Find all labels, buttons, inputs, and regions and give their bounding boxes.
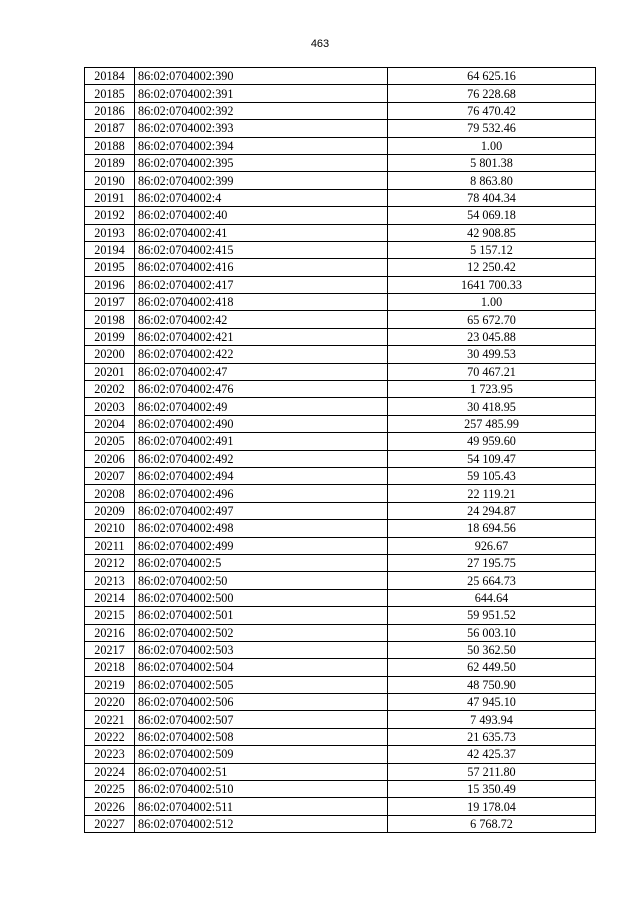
cadastral-value-cell: 6 768.72: [388, 815, 596, 832]
table-row: [85, 120, 596, 137]
cadastral-number-cell: 86:02:0704002:510: [135, 781, 388, 798]
table-row: [85, 311, 596, 328]
cadastral-value-cell: 24 294.87: [388, 502, 596, 519]
cadastral-value-cell: 30 418.95: [388, 398, 596, 415]
cadastral-value-cell: 257 485.99: [388, 415, 596, 432]
cadastral-number-cell: 86:02:0704002:41: [135, 224, 388, 241]
cadastral-number-cell: 86:02:0704002:417: [135, 276, 388, 293]
row-number-cell: 20185: [85, 85, 135, 102]
cadastral-value-cell: 644.64: [388, 589, 596, 606]
table-row: [85, 641, 596, 658]
cadastral-value-cell: 30 499.53: [388, 346, 596, 363]
table-row: [85, 433, 596, 450]
row-number-cell: 20212: [85, 554, 135, 571]
cadastral-number-cell: 86:02:0704002:509: [135, 746, 388, 763]
table-row: [85, 276, 596, 293]
cadastral-value-cell: 7 493.94: [388, 711, 596, 728]
table-row: [85, 694, 596, 711]
cadastral-number-cell: 86:02:0704002:497: [135, 502, 388, 519]
table-row: [85, 137, 596, 154]
cadastral-number-cell: 86:02:0704002:5: [135, 554, 388, 571]
row-number-cell: 20197: [85, 294, 135, 311]
row-number-cell: 20208: [85, 485, 135, 502]
cadastral-number-cell: 86:02:0704002:390: [135, 68, 388, 85]
cadastral-number-cell: 86:02:0704002:50: [135, 572, 388, 589]
cadastral-value-cell: 54 109.47: [388, 450, 596, 467]
cadastral-value-cell: 64 625.16: [388, 68, 596, 85]
cadastral-value-cell: 8 863.80: [388, 172, 596, 189]
table-row: [85, 763, 596, 780]
table-row: [85, 328, 596, 345]
cadastral-value-cell: 62 449.50: [388, 659, 596, 676]
row-number-cell: 20202: [85, 381, 135, 398]
table-row: [85, 189, 596, 206]
cadastral-value-cell: 12 250.42: [388, 259, 596, 276]
table-row: [85, 154, 596, 171]
table-row: [85, 85, 596, 102]
table-row: [85, 798, 596, 815]
table-row: [85, 502, 596, 519]
table-row: [85, 450, 596, 467]
table-row: [85, 172, 596, 189]
cadastral-number-cell: 86:02:0704002:491: [135, 433, 388, 450]
row-number-cell: 20206: [85, 450, 135, 467]
row-number-cell: 20207: [85, 467, 135, 484]
cadastral-value-cell: 76 470.42: [388, 102, 596, 119]
table-row: [85, 711, 596, 728]
cadastral-number-cell: 86:02:0704002:415: [135, 241, 388, 258]
cadastral-number-cell: 86:02:0704002:506: [135, 694, 388, 711]
row-number-cell: 20224: [85, 763, 135, 780]
table-row: [85, 363, 596, 380]
row-number-cell: 20216: [85, 624, 135, 641]
row-number-cell: 20194: [85, 241, 135, 258]
cadastral-value-cell: 1641 700.33: [388, 276, 596, 293]
cadastral-number-cell: 86:02:0704002:501: [135, 607, 388, 624]
cadastral-number-cell: 86:02:0704002:416: [135, 259, 388, 276]
cadastral-value-cell: 926.67: [388, 537, 596, 554]
row-number-cell: 20220: [85, 694, 135, 711]
cadastral-number-cell: 86:02:0704002:51: [135, 763, 388, 780]
row-number-cell: 20191: [85, 189, 135, 206]
row-number-cell: 20225: [85, 781, 135, 798]
row-number-cell: 20198: [85, 311, 135, 328]
table-row: [85, 815, 596, 832]
table-row: [85, 415, 596, 432]
cadastral-number-cell: 86:02:0704002:507: [135, 711, 388, 728]
cadastral-number-cell: 86:02:0704002:47: [135, 363, 388, 380]
cadastral-number-cell: 86:02:0704002:490: [135, 415, 388, 432]
cadastral-value-cell: 54 069.18: [388, 207, 596, 224]
row-number-cell: 20205: [85, 433, 135, 450]
cadastral-number-cell: 86:02:0704002:395: [135, 154, 388, 171]
cadastral-value-cell: 25 664.73: [388, 572, 596, 589]
cadastral-number-cell: 86:02:0704002:498: [135, 520, 388, 537]
row-number-cell: 20200: [85, 346, 135, 363]
cadastral-value-cell: 57 211.80: [388, 763, 596, 780]
table-row: [85, 659, 596, 676]
cadastral-value-cell: 56 003.10: [388, 624, 596, 641]
cadastral-number-cell: 86:02:0704002:494: [135, 467, 388, 484]
cadastral-number-cell: 86:02:0704002:512: [135, 815, 388, 832]
cadastral-value-cell: 27 195.75: [388, 554, 596, 571]
row-number-cell: 20217: [85, 641, 135, 658]
table-row: [85, 485, 596, 502]
cadastral-number-cell: 86:02:0704002:40: [135, 207, 388, 224]
row-number-cell: 20189: [85, 154, 135, 171]
row-number-cell: 20184: [85, 68, 135, 85]
cadastral-number-cell: 86:02:0704002:504: [135, 659, 388, 676]
cadastral-value-cell: 70 467.21: [388, 363, 596, 380]
cadastral-value-cell: 42 908.85: [388, 224, 596, 241]
cadastral-value-cell: 1.00: [388, 137, 596, 154]
table-row: [85, 781, 596, 798]
table-row: [85, 676, 596, 693]
cadastral-value-cell: 21 635.73: [388, 728, 596, 745]
row-number-cell: 20187: [85, 120, 135, 137]
row-number-cell: 20193: [85, 224, 135, 241]
table-row: [85, 381, 596, 398]
cadastral-value-cell: 76 228.68: [388, 85, 596, 102]
page-number: 463: [310, 38, 330, 50]
cadastral-number-cell: 86:02:0704002:422: [135, 346, 388, 363]
cadastral-number-cell: 86:02:0704002:42: [135, 311, 388, 328]
cadastral-value-cell: 19 178.04: [388, 798, 596, 815]
table-row: [85, 520, 596, 537]
cadastral-value-table: [84, 67, 596, 833]
row-number-cell: 20210: [85, 520, 135, 537]
table-row: [85, 728, 596, 745]
cadastral-number-cell: 86:02:0704002:418: [135, 294, 388, 311]
row-number-cell: 20201: [85, 363, 135, 380]
row-number-cell: 20215: [85, 607, 135, 624]
cadastral-number-cell: 86:02:0704002:499: [135, 537, 388, 554]
cadastral-number-cell: 86:02:0704002:476: [135, 381, 388, 398]
row-number-cell: 20188: [85, 137, 135, 154]
row-number-cell: 20211: [85, 537, 135, 554]
row-number-cell: 20204: [85, 415, 135, 432]
row-number-cell: 20219: [85, 676, 135, 693]
cadastral-number-cell: 86:02:0704002:421: [135, 328, 388, 345]
cadastral-number-cell: 86:02:0704002:505: [135, 676, 388, 693]
cadastral-number-cell: 86:02:0704002:393: [135, 120, 388, 137]
cadastral-value-cell: 22 119.21: [388, 485, 596, 502]
cadastral-value-cell: 79 532.46: [388, 120, 596, 137]
cadastral-value-cell: 50 362.50: [388, 641, 596, 658]
table-row: [85, 398, 596, 415]
row-number-cell: 20223: [85, 746, 135, 763]
cadastral-number-cell: 86:02:0704002:508: [135, 728, 388, 745]
row-number-cell: 20214: [85, 589, 135, 606]
row-number-cell: 20203: [85, 398, 135, 415]
cadastral-value-cell: 23 045.88: [388, 328, 596, 345]
table-row: [85, 102, 596, 119]
cadastral-number-cell: 86:02:0704002:49: [135, 398, 388, 415]
table-row: [85, 554, 596, 571]
cadastral-number-cell: 86:02:0704002:394: [135, 137, 388, 154]
cadastral-number-cell: 86:02:0704002:502: [135, 624, 388, 641]
row-number-cell: 20222: [85, 728, 135, 745]
row-number-cell: 20192: [85, 207, 135, 224]
row-number-cell: 20190: [85, 172, 135, 189]
table-row: [85, 346, 596, 363]
table-row: [85, 294, 596, 311]
cadastral-number-cell: 86:02:0704002:496: [135, 485, 388, 502]
cadastral-number-cell: 86:02:0704002:392: [135, 102, 388, 119]
table-row: [85, 259, 596, 276]
row-number-cell: 20209: [85, 502, 135, 519]
cadastral-number-cell: 86:02:0704002:500: [135, 589, 388, 606]
row-number-cell: 20196: [85, 276, 135, 293]
cadastral-value-cell: 18 694.56: [388, 520, 596, 537]
table-row: [85, 607, 596, 624]
row-number-cell: 20226: [85, 798, 135, 815]
cadastral-value-cell: 59 105.43: [388, 467, 596, 484]
cadastral-value-cell: 5 801.38: [388, 154, 596, 171]
table-row: [85, 572, 596, 589]
cadastral-number-cell: 86:02:0704002:399: [135, 172, 388, 189]
cadastral-value-cell: 42 425.37: [388, 746, 596, 763]
row-number-cell: 20186: [85, 102, 135, 119]
cadastral-value-cell: 15 350.49: [388, 781, 596, 798]
row-number-cell: 20199: [85, 328, 135, 345]
cadastral-value-cell: 65 672.70: [388, 311, 596, 328]
cadastral-value-cell: 47 945.10: [388, 694, 596, 711]
cadastral-number-cell: 86:02:0704002:391: [135, 85, 388, 102]
table-row: [85, 224, 596, 241]
cadastral-value-cell: 49 959.60: [388, 433, 596, 450]
row-number-cell: 20213: [85, 572, 135, 589]
cadastral-value-cell: 1 723.95: [388, 381, 596, 398]
cadastral-value-cell: 59 951.52: [388, 607, 596, 624]
cadastral-value-cell: 5 157.12: [388, 241, 596, 258]
table-row: [85, 589, 596, 606]
table-row: [85, 68, 596, 85]
row-number-cell: 20221: [85, 711, 135, 728]
cadastral-number-cell: 86:02:0704002:492: [135, 450, 388, 467]
table-body: [85, 68, 596, 833]
cadastral-number-cell: 86:02:0704002:511: [135, 798, 388, 815]
cadastral-number-cell: 86:02:0704002:4: [135, 189, 388, 206]
row-number-cell: 20227: [85, 815, 135, 832]
row-number-cell: 20195: [85, 259, 135, 276]
table-row: [85, 207, 596, 224]
table-row: [85, 537, 596, 554]
row-number-cell: 20218: [85, 659, 135, 676]
cadastral-value-cell: 78 404.34: [388, 189, 596, 206]
table-row: [85, 467, 596, 484]
cadastral-value-cell: 1.00: [388, 294, 596, 311]
table-row: [85, 624, 596, 641]
cadastral-value-cell: 48 750.90: [388, 676, 596, 693]
table-row: [85, 746, 596, 763]
table-row: [85, 241, 596, 258]
cadastral-number-cell: 86:02:0704002:503: [135, 641, 388, 658]
